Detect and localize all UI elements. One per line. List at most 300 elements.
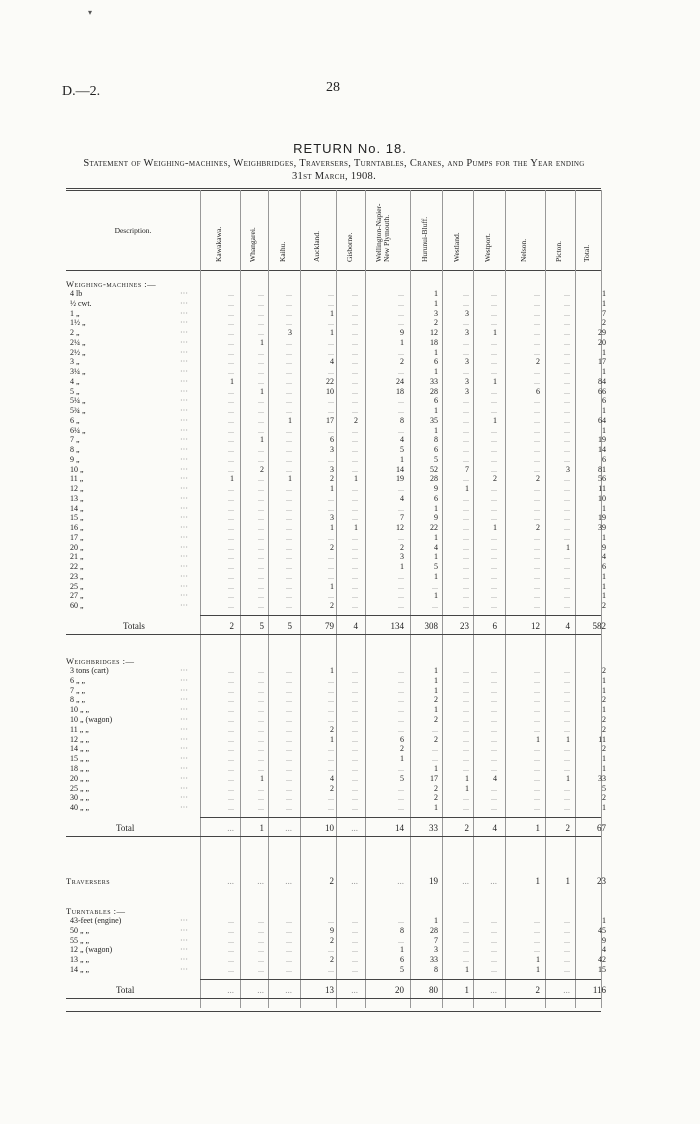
table-cell: 1 (434, 705, 438, 715)
table-cell: ... (352, 754, 358, 764)
table-cell: ... (491, 493, 497, 503)
row-label: 14 „ (70, 503, 84, 513)
table-cell: ... (352, 386, 358, 396)
table-cell: ... (228, 464, 234, 474)
table-cell: ... (564, 685, 570, 695)
table-cell: ... (564, 435, 570, 445)
table-cell: ... (286, 523, 292, 532)
table-cell: 1 (330, 308, 334, 318)
page-number: 28 (326, 80, 340, 95)
row-label: 55 „ „ (70, 935, 90, 945)
table-cell: ... (564, 367, 570, 376)
table-cell: ... (352, 406, 358, 415)
table-cell: ... (228, 601, 234, 610)
table-cell: 1 (493, 415, 497, 425)
table-cell: ... (534, 425, 540, 435)
table-cell: ... (564, 396, 570, 406)
total-cell: 308 (424, 620, 438, 631)
table-cell: 2 (330, 474, 334, 484)
table-cell: ... (228, 552, 234, 562)
row-label: 1 „ (70, 308, 80, 318)
table-cell: ... (564, 783, 570, 793)
table-cell: ... (228, 695, 234, 705)
table-cell: 1 (434, 552, 438, 562)
table-cell: ... (228, 705, 234, 715)
table-cell: ... (258, 581, 264, 591)
leader-dots: ··· (180, 675, 188, 685)
table-cell: ... (491, 464, 497, 474)
table-cell: 1 (434, 685, 438, 695)
table-cell: 15 (598, 965, 606, 974)
table-cell: ... (534, 347, 540, 357)
table-cell: ... (534, 337, 540, 347)
table-cell: ... (398, 705, 404, 715)
table-cell: 4 (434, 542, 438, 552)
row-label: 17 „ (70, 532, 84, 542)
row-label: 2 „ (70, 328, 80, 337)
row-label: 20 „ „ (70, 773, 90, 783)
total-cell: 19 (429, 876, 438, 886)
table-cell: ... (564, 454, 570, 464)
table-cell: 3 (400, 552, 404, 562)
table-cell: ... (534, 532, 540, 542)
table-cell: 2 (493, 474, 497, 484)
total-cell: ... (227, 876, 234, 886)
table-cell: ... (463, 445, 469, 454)
table-cell: ... (258, 666, 264, 675)
table-cell: ... (463, 581, 469, 591)
table-cell: 2 (602, 744, 606, 754)
table-cell: 1 (434, 675, 438, 685)
table-cell: ... (564, 715, 570, 724)
table-cell: 1 (260, 386, 264, 396)
leader-dots: ··· (180, 965, 188, 974)
total-cell: ... (257, 984, 264, 995)
leader-dots: ··· (180, 503, 188, 513)
table-cell: ... (258, 454, 264, 464)
table-cell: ... (398, 308, 404, 318)
table-cell: ... (398, 601, 404, 610)
total-cell: ... (227, 823, 234, 833)
total-cell: 2 (565, 823, 570, 833)
table-cell: ... (228, 571, 234, 581)
table-cell: ... (564, 581, 570, 591)
table-cell: 1 (434, 406, 438, 415)
table-cell: ... (258, 675, 264, 685)
table-cell: 4 (602, 945, 606, 955)
leader-dots: ··· (180, 464, 188, 474)
table-cell: ... (564, 764, 570, 773)
table-cell: 4 (330, 357, 334, 367)
table-cell: 3 (288, 328, 292, 337)
table-cell: ... (328, 916, 334, 925)
table-cell: ... (564, 705, 570, 715)
table-cell: ... (352, 542, 358, 552)
table-cell: 5 (400, 965, 404, 974)
total-cell: 20 (395, 984, 404, 995)
table-cell: ... (463, 474, 469, 484)
table-cell: ... (352, 675, 358, 685)
table-cell: ... (286, 675, 292, 685)
table-cell: ... (491, 754, 497, 764)
table-cell: ... (286, 445, 292, 454)
leader-dots: ··· (180, 513, 188, 523)
leader-dots: ··· (180, 328, 188, 337)
table-cell: 1 (330, 734, 334, 744)
total-cell: ... (351, 876, 358, 886)
table-cell: ... (258, 289, 264, 298)
table-cell: ... (491, 744, 497, 754)
table-cell: ... (491, 571, 497, 581)
table-cell: ... (352, 425, 358, 435)
table-cell: 5 (400, 773, 404, 783)
table-cell: ... (398, 571, 404, 581)
table-cell: ... (328, 289, 334, 298)
leader-dots: ··· (180, 367, 188, 376)
table-cell: ... (398, 685, 404, 695)
table-cell: 81 (598, 464, 606, 474)
table-cell: 17 (598, 357, 606, 367)
total-cell: ... (490, 876, 497, 886)
table-cell: ... (286, 744, 292, 754)
table-cell: ... (258, 542, 264, 552)
row-label: 4 lb (70, 289, 83, 298)
table-cell: 1 (602, 685, 606, 695)
table-cell: ... (352, 562, 358, 571)
table-cell: ... (228, 347, 234, 357)
total-rule (200, 615, 601, 616)
table-cell: ... (491, 715, 497, 724)
table-cell: ... (258, 571, 264, 581)
table-cell: 3 (465, 376, 469, 386)
table-cell: ... (398, 484, 404, 493)
table-cell: ... (463, 493, 469, 503)
table-cell: ... (258, 376, 264, 386)
table-cell: ... (352, 935, 358, 945)
scan-mark: ▾ (88, 8, 93, 17)
table-cell: ... (463, 591, 469, 601)
table-cell: ... (258, 925, 264, 935)
table-cell: ... (286, 793, 292, 803)
table-cell: ... (258, 318, 264, 328)
table-cell: ... (564, 328, 570, 337)
table-cell: ... (352, 715, 358, 724)
table-cell: ... (328, 406, 334, 415)
table-cell: 5 (434, 454, 438, 464)
table-cell: 3 (434, 308, 438, 318)
table-cell: ... (228, 357, 234, 367)
table-cell: ... (534, 591, 540, 601)
table-cell: ... (564, 744, 570, 754)
table-cell: ... (491, 425, 497, 435)
table-cell: ... (463, 532, 469, 542)
leader-dots: ··· (180, 724, 188, 734)
table-cell: 1 (400, 754, 404, 764)
table-cell: 4 (400, 435, 404, 445)
table-cell: ... (491, 318, 497, 328)
table-cell: ... (491, 945, 497, 955)
table-cell: ... (463, 562, 469, 571)
table-cell: 2 (260, 464, 264, 474)
table-cell: 1 (330, 581, 334, 591)
table-cell: ... (352, 445, 358, 454)
table-cell: ... (564, 724, 570, 734)
table-cell: ... (534, 328, 540, 337)
row-label: 30 „ „ (70, 793, 90, 803)
table-cell: ... (258, 562, 264, 571)
table-cell: ... (564, 754, 570, 764)
table-cell: 2 (602, 318, 606, 328)
table-cell: ... (228, 425, 234, 435)
table-cell: ... (228, 783, 234, 793)
table-cell: ... (328, 803, 334, 813)
table-cell: ... (228, 298, 234, 308)
table-cell: 1 (260, 435, 264, 445)
total-cell: 1 (535, 876, 540, 886)
table-cell: 2 (434, 695, 438, 705)
table-cell: ... (352, 734, 358, 744)
table-cell: ... (463, 298, 469, 308)
table-cell: 2 (330, 724, 334, 734)
table-cell: ... (398, 591, 404, 601)
table-cell: ... (432, 744, 438, 754)
table-cell: 1 (536, 965, 540, 974)
table-cell: 22 (430, 523, 438, 532)
table-cell: 1 (434, 803, 438, 813)
column-separator (505, 190, 506, 1008)
table-cell: 1 (434, 571, 438, 581)
table-cell: ... (564, 376, 570, 386)
table-cell: ... (258, 532, 264, 542)
table-cell: 29 (598, 328, 606, 337)
table-cell: ... (534, 454, 540, 464)
table-cell: ... (258, 396, 264, 406)
row-label: 18 „ „ (70, 764, 90, 773)
table-cell: ... (328, 552, 334, 562)
table-cell: ... (491, 925, 497, 935)
table-cell: ... (398, 318, 404, 328)
table-cell: 3 (465, 357, 469, 367)
table-cell: ... (328, 318, 334, 328)
table-cell: ... (352, 367, 358, 376)
table-cell: ... (352, 591, 358, 601)
table-cell: ... (534, 685, 540, 695)
table-cell: ... (491, 955, 497, 965)
leader-dots: ··· (180, 734, 188, 744)
table-cell: ... (463, 715, 469, 724)
table-cell: ... (286, 916, 292, 925)
table-cell: ... (258, 484, 264, 493)
table-cell: ... (398, 715, 404, 724)
table-cell: ... (228, 562, 234, 571)
table-cell: 1 (536, 734, 540, 744)
leader-dots: ··· (180, 552, 188, 562)
table-cell: 1 (260, 773, 264, 783)
table-cell: 3 (330, 445, 334, 454)
table-cell: ... (286, 685, 292, 695)
table-cell: ... (228, 793, 234, 803)
table-cell: ... (564, 591, 570, 601)
table-cell: ... (463, 367, 469, 376)
table-cell: 6 (434, 493, 438, 503)
table-cell: ... (564, 415, 570, 425)
row-label: 15 „ „ (70, 754, 90, 764)
table-cell: ... (228, 916, 234, 925)
row-label: 3¼ „ (70, 367, 86, 376)
table-cell: ... (286, 734, 292, 744)
table-cell: ... (328, 675, 334, 685)
table-cell: ... (463, 347, 469, 357)
table-cell: ... (286, 724, 292, 734)
table-cell: ... (258, 347, 264, 357)
table-cell: ... (258, 406, 264, 415)
total-cell: 23 (597, 876, 606, 886)
table-cell: ... (352, 308, 358, 318)
table-cell: ... (534, 308, 540, 318)
table-cell: 2 (400, 357, 404, 367)
table-cell: ... (463, 571, 469, 581)
table-cell: ... (352, 925, 358, 935)
table-cell: ... (491, 685, 497, 695)
table-cell: ... (463, 764, 469, 773)
table-cell: ... (564, 571, 570, 581)
table-cell: 1 (230, 474, 234, 484)
table-cell: ... (534, 435, 540, 445)
leader-dots: ··· (180, 289, 188, 298)
table-cell: ... (398, 532, 404, 542)
table-cell: ... (534, 764, 540, 773)
total-cell: 2 (464, 823, 469, 833)
leader-dots: ··· (180, 445, 188, 454)
table-cell: 9 (602, 935, 606, 945)
total-cell: 13 (325, 984, 334, 995)
table-cell: 10 (598, 493, 606, 503)
table-cell: ... (491, 542, 497, 552)
table-cell: 1 (602, 571, 606, 581)
column-header-1: Kawakawa. (214, 226, 223, 262)
table-cell: 2 (330, 542, 334, 552)
leader-dots: ··· (180, 406, 188, 415)
row-label: 8 „ (70, 445, 80, 454)
table-cell: ... (258, 445, 264, 454)
table-cell: 8 (400, 925, 404, 935)
table-cell: ... (228, 666, 234, 675)
table-cell: ... (564, 695, 570, 705)
table-cell: 19 (598, 513, 606, 523)
table-cell: ... (258, 955, 264, 965)
table-cell: ... (352, 773, 358, 783)
leader-dots: ··· (180, 474, 188, 484)
table-cell: 6 (400, 955, 404, 965)
table-cell: 42 (598, 955, 606, 965)
table-cell: ... (534, 503, 540, 513)
row-label: 3 tons (cart) (70, 666, 109, 675)
leader-dots: ··· (180, 581, 188, 591)
row-label: 14 „ „ (70, 744, 90, 754)
table-cell: ... (564, 925, 570, 935)
total-cell: ... (563, 984, 570, 995)
table-cell: ... (228, 367, 234, 376)
table-cell: 1 (434, 591, 438, 601)
total-cell: ... (490, 984, 497, 995)
row-label: 5¼ „ (70, 396, 86, 406)
row-label: 60 „ (70, 601, 84, 610)
table-cell: ... (463, 542, 469, 552)
table-cell: ... (564, 347, 570, 357)
table-cell: ... (328, 532, 334, 542)
table-cell: ... (491, 513, 497, 523)
table-cell: ... (258, 695, 264, 705)
table-cell: ... (463, 523, 469, 532)
table-cell: ... (534, 916, 540, 925)
total-cell: 4 (565, 620, 570, 631)
leader-dots: ··· (180, 298, 188, 308)
table-cell: ... (534, 724, 540, 734)
table-cell: ... (228, 581, 234, 591)
table-cell: ... (534, 396, 540, 406)
table-cell: 28 (430, 474, 438, 484)
table-cell: ... (286, 591, 292, 601)
table-cell: ... (228, 386, 234, 396)
table-cell: 1 (602, 705, 606, 715)
table-cell: 5 (434, 562, 438, 571)
table-cell: ... (286, 493, 292, 503)
total-rule (200, 979, 601, 980)
table-cell: ... (286, 435, 292, 445)
column-header-6: Wellington-Napier-New Plymouth. (373, 203, 391, 262)
table-cell: ... (352, 347, 358, 357)
row-label: 10 „ „ (70, 705, 90, 715)
table-cell: ... (258, 685, 264, 695)
table-cell: ... (352, 328, 358, 337)
table-cell: 6 (602, 454, 606, 464)
table-cell: ... (534, 367, 540, 376)
table-cell: ... (258, 744, 264, 754)
table-cell: ... (463, 601, 469, 610)
table-cell: ... (463, 503, 469, 513)
table-cell: ... (491, 552, 497, 562)
table-cell: 1 (566, 542, 570, 552)
row-label: 6 „ „ (70, 675, 86, 685)
table-cell: 18 (396, 386, 404, 396)
table-cell: 9 (330, 925, 334, 935)
table-cell: 1 (434, 764, 438, 773)
table-cell: 18 (430, 337, 438, 347)
table-cell: ... (286, 513, 292, 523)
table-cell: ... (258, 783, 264, 793)
table-cell: 1 (434, 916, 438, 925)
table-cell: ... (534, 715, 540, 724)
table-cell: ... (286, 666, 292, 675)
table-cell: 3 (330, 464, 334, 474)
table-cell: ... (463, 793, 469, 803)
row-label: 2½ „ (70, 347, 86, 357)
table-cell: 12 (430, 328, 438, 337)
table-cell: ... (398, 347, 404, 357)
table-cell: ... (352, 803, 358, 813)
table-cell: ... (258, 415, 264, 425)
row-label: 40 „ „ (70, 803, 90, 813)
table-cell: ... (491, 562, 497, 571)
table-cell: ... (352, 289, 358, 298)
table-cell: 2 (434, 715, 438, 724)
leader-dots: ··· (180, 666, 188, 675)
table-cell: ... (286, 347, 292, 357)
table-cell: ... (228, 396, 234, 406)
row-label: 14 „ „ (70, 965, 90, 974)
table-cell: ... (534, 695, 540, 705)
table-cell: 1 (260, 337, 264, 347)
